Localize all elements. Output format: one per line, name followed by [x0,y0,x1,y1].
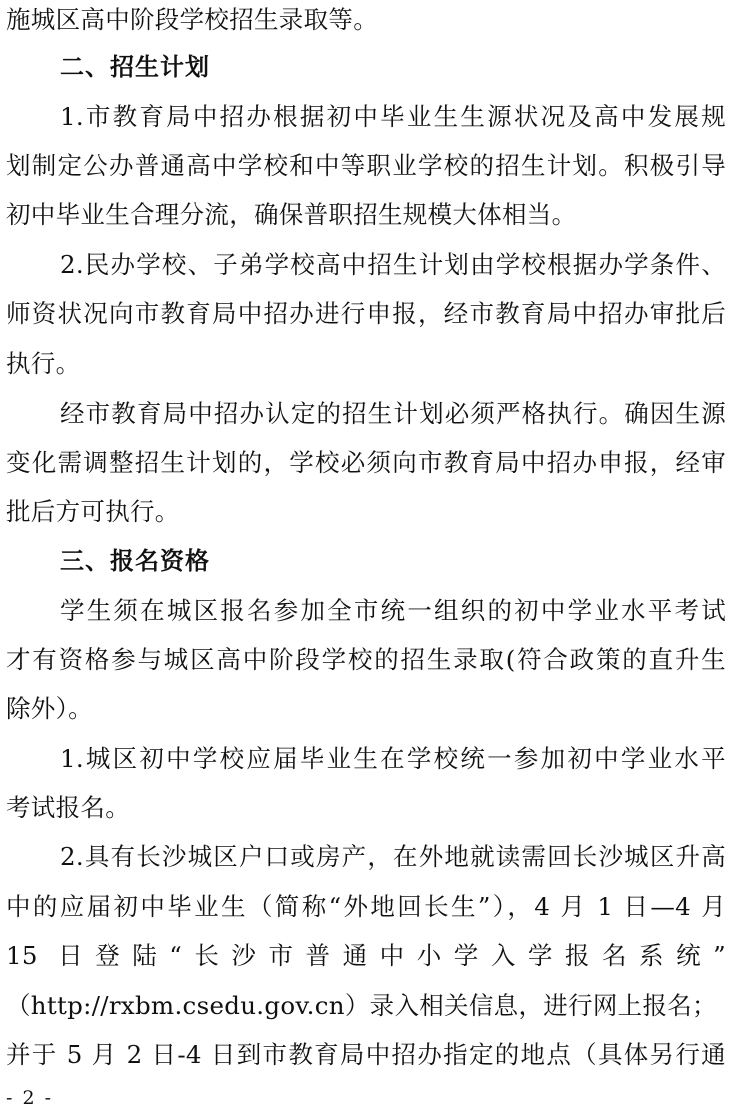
paragraph-line: 2.民办学校、子弟学校高中招生计划由学校根据办学条件、 [60,250,726,279]
section-heading-registration-eligibility: 三、报名资格 [60,547,210,575]
text-line-continuation: 施城区高中阶段学校招生录取等。 [6,5,378,34]
paragraph-line: 划制定公办普通高中学校和中等职业学校的招生计划。积极引导 [6,151,726,180]
paragraph-line: 才有资格参与城区高中阶段学校的招生录取(符合政策的直升生 [6,645,726,674]
paragraph-line: 2.具有长沙城区户口或房产，在外地就读需回长沙城区升高 [60,842,726,871]
section-heading-enrollment-plan: 二、招生计划 [60,53,210,81]
paragraph-line: 1.市教育局中招办根据初中毕业生生源状况及高中发展规 [60,102,726,131]
paragraph-line: 师资状况向市教育局中招办进行申报，经市教育局中招办审批后 [6,299,726,328]
paragraph-line: 学生须在城区报名参加全市统一组织的初中学业水平考试 [60,596,726,625]
paragraph-line: 执行。 [6,349,81,378]
page-number: - 2 - [6,1087,54,1109]
paragraph-line: 除外）。 [6,694,93,723]
paragraph-line: 1.城区初中学校应届毕业生在学校统一参加初中学业水平 [60,744,726,773]
paragraph-line: 考试报名。 [6,793,130,822]
paragraph-line: 批后方可执行。 [6,497,180,526]
paragraph-line: 中的应届初中毕业生（简称“外地回长生”），4 月 1 日—4 月 [6,892,726,921]
paragraph-line: 变化需调整招生计划的，学校必须向市教育局中招办申报，经审 [6,448,726,477]
paragraph-line: 并于 5 月 2 日-4 日到市教育局中招办指定的地点（具体另行通 [6,1040,726,1069]
paragraph-line-url: （http://rxbm.csedu.gov.cn）录入相关信息，进行网上报名； [6,991,717,1020]
paragraph-line: 经市教育局中招办认定的招生计划必须严格执行。确因生源 [60,399,726,428]
paragraph-line: 初中毕业生合理分流，确保普职招生规模大体相当。 [6,200,577,229]
paragraph-line: 15 日登陆“长沙市普通中小学入学报名系统” [6,941,726,970]
